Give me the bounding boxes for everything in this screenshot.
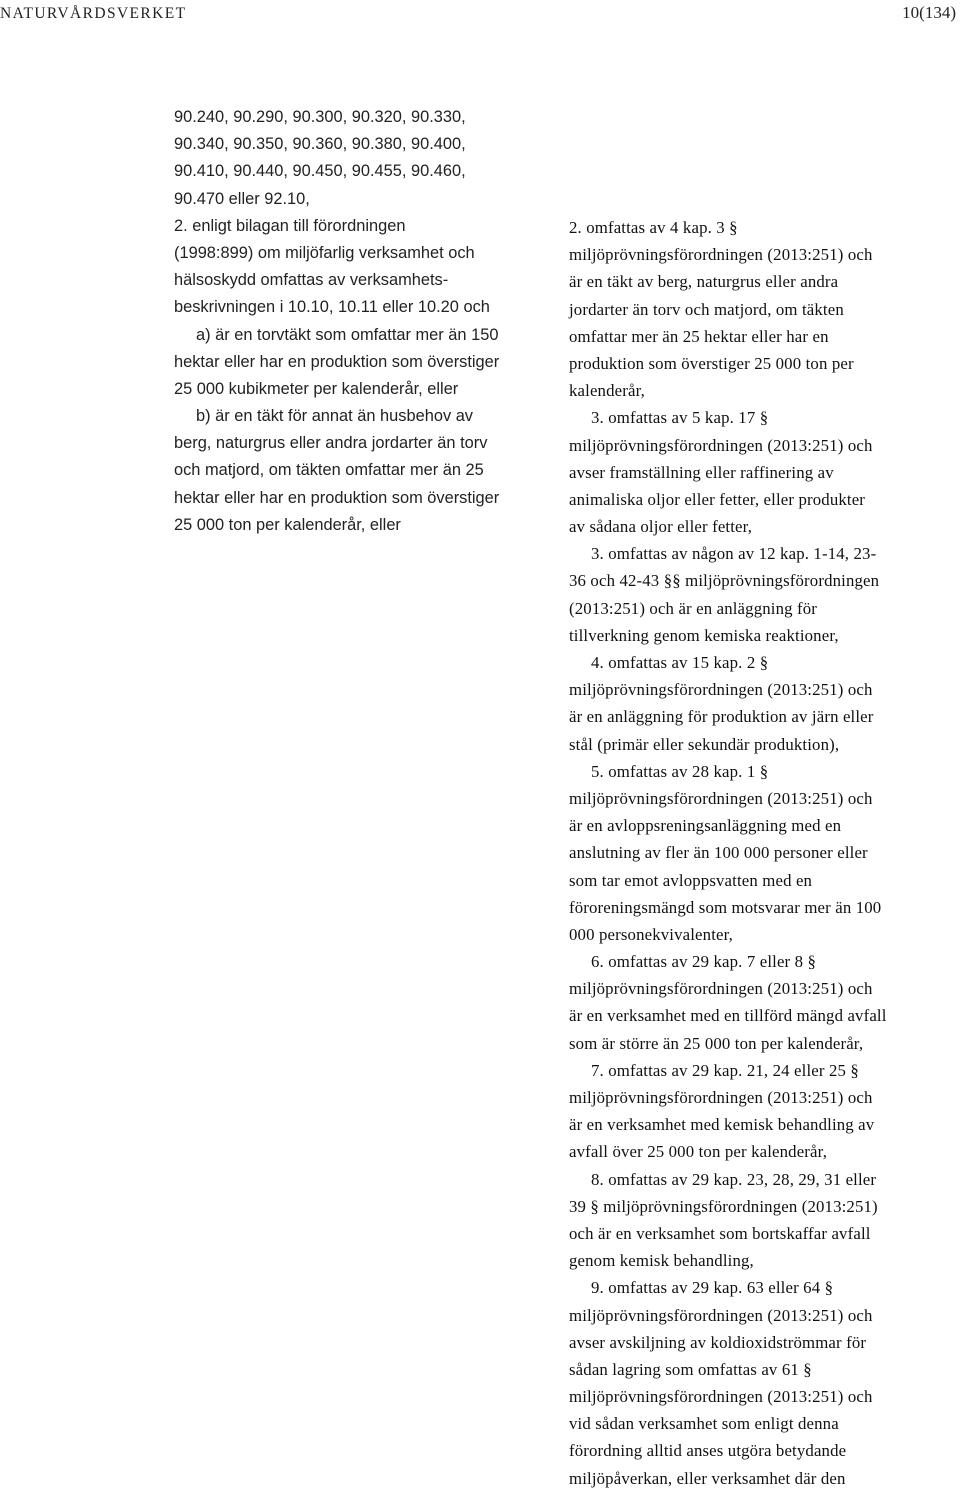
text-line: 90.410, 90.440, 90.450, 90.455, 90.460, <box>174 162 466 181</box>
text-line: hälsoskydd omfattas av verksamhets- <box>174 271 449 290</box>
text-line: 5. omfattas av 28 kap. 1 § <box>591 761 769 781</box>
text-line: 4. omfattas av 15 kap. 2 § <box>591 653 769 672</box>
text-line: miljöprövningsförordningen (2013:251) och <box>569 1387 873 1407</box>
text-line: föroreningsmängd som motsvarar mer än 100 <box>569 897 882 917</box>
text-line: som är större än 25 000 ton per kalenderår, <box>569 1033 864 1053</box>
text-line: produktion som överstiger 25 000 ton per <box>569 353 854 373</box>
text-line: 000 personekvivalenter, <box>569 924 734 944</box>
text-line: berg, naturgrus eller andra jordarter än torv <box>174 434 488 453</box>
text-line: 90.240, 90.290, 90.300, 90.320, 90.330, <box>174 108 466 126</box>
text-line: anslutning av fler än 100 000 personer eller <box>569 843 868 863</box>
right-text-column <box>569 214 887 1492</box>
text-line: 3. omfattas av 5 kap. 17 § <box>591 408 769 428</box>
text-line: är en verksamhet med kemisk behandling av <box>569 1115 875 1135</box>
text-line: tillverkning genom kemiska reaktioner, <box>569 625 839 645</box>
text-line: 3. omfattas av någon av 12 kap. 1-14, 23- <box>591 544 877 564</box>
text-line: (2013:251) och är en anläggning för <box>569 598 818 618</box>
text-line: genom kemisk behandling, <box>569 1251 754 1271</box>
text-line: och är en verksamhet som bortskaffar avfall <box>569 1223 871 1243</box>
text-line: a) är en torvtäkt som omfattar mer än 150 <box>196 325 499 344</box>
text-line: animaliska oljor eller fetter, eller produkter <box>569 489 866 509</box>
text-line: 7. omfattas av 29 kap. 21, 24 eller 25 § <box>591 1060 859 1080</box>
text-line: vid sådan verksamhet som enligt denna <box>569 1414 839 1434</box>
document-org-header: NATURVÅRDSVERKET <box>0 5 187 22</box>
text-line: miljöprövningsförordningen (2013:251) och <box>569 1088 873 1107</box>
text-line: stål (primär eller sekundär produktion), <box>569 734 840 754</box>
text-line: 8. omfattas av 29 kap. 23, 28, 29, 31 eller <box>591 1169 877 1189</box>
page-number: 10(134) <box>902 3 956 22</box>
text-line: b) är en täkt för annat än husbehov av <box>196 407 474 426</box>
text-line: miljöprövningsförordningen (2013:251) och <box>569 245 873 265</box>
text-line: hektar eller har en produktion som överstiger <box>174 488 500 507</box>
text-line: avser framställning eller raffinering av <box>569 462 834 482</box>
text-line: 2. omfattas av 4 kap. 3 § <box>569 218 738 237</box>
text-line: 2. enligt bilagan till förordningen <box>174 216 406 235</box>
text-line: beskrivningen i 10.10, 10.11 eller 10.20 och <box>174 298 490 317</box>
text-line: miljöprövningsförordningen (2013:251) och <box>569 435 873 455</box>
text-line: som tar emot avloppsvatten med en <box>569 870 813 890</box>
text-line: miljöprövningsförordningen (2013:251) och <box>569 979 873 999</box>
text-line: är en avloppsreningsanläggning med en <box>569 816 842 836</box>
text-line: 25 000 kubikmeter per kalenderår, eller <box>174 379 459 398</box>
text-line: miljöprövningsförordningen (2013:251) och <box>569 788 873 808</box>
text-line: 9. omfattas av 29 kap. 63 eller 64 § <box>591 1278 834 1298</box>
text-line: 36 och 42-43 §§ miljöprövningsförordningen <box>569 571 880 591</box>
text-line: 90.470 eller 92.10, <box>174 189 310 208</box>
text-line: och matjord, om täkten omfattar mer än 25 <box>174 461 484 480</box>
text-line: kalenderår, <box>569 381 645 401</box>
left-text-column <box>174 104 499 539</box>
text-line: 90.340, 90.350, 90.360, 90.380, 90.400, <box>174 135 466 154</box>
text-line: är en verksamhet med en tillförd mängd avfall <box>569 1006 887 1026</box>
text-line: avser avskiljning av koldioxidströmmar för <box>569 1332 867 1352</box>
text-line: 25 000 ton per kalenderår, eller <box>174 515 401 534</box>
text-line: (1998:899) om miljöfarlig verksamhet och <box>174 243 475 262</box>
text-line: 39 § miljöprövningsförordningen (2013:251) <box>569 1196 878 1216</box>
text-line: hektar eller har en produktion som överstiger <box>174 352 500 371</box>
text-line: sådan lagring som omfattas av 61 § <box>569 1359 812 1379</box>
text-line: är en anläggning för produktion av järn eller <box>569 707 874 727</box>
text-line: 6. omfattas av 29 kap. 7 eller 8 § <box>591 952 817 972</box>
text-line: miljöprövningsförordningen (2013:251) och <box>569 680 873 700</box>
text-line: av sådana oljor eller fetter, <box>569 517 753 537</box>
text-line: förordning alltid anses utgöra betydande <box>569 1441 847 1461</box>
text-line: är en täkt av berg, naturgrus eller andra <box>569 272 839 292</box>
text-line: jordarter än torv och matjord, om täkten <box>569 299 844 319</box>
text-line: miljöpåverkan, eller verksamhet där den <box>569 1468 846 1488</box>
text-line: miljöprövningsförordningen (2013:251) och <box>569 1305 873 1325</box>
text-line: avfall över 25 000 ton per kalenderår, <box>569 1142 828 1162</box>
text-line: omfattar mer än 25 hektar eller har en <box>569 326 829 346</box>
